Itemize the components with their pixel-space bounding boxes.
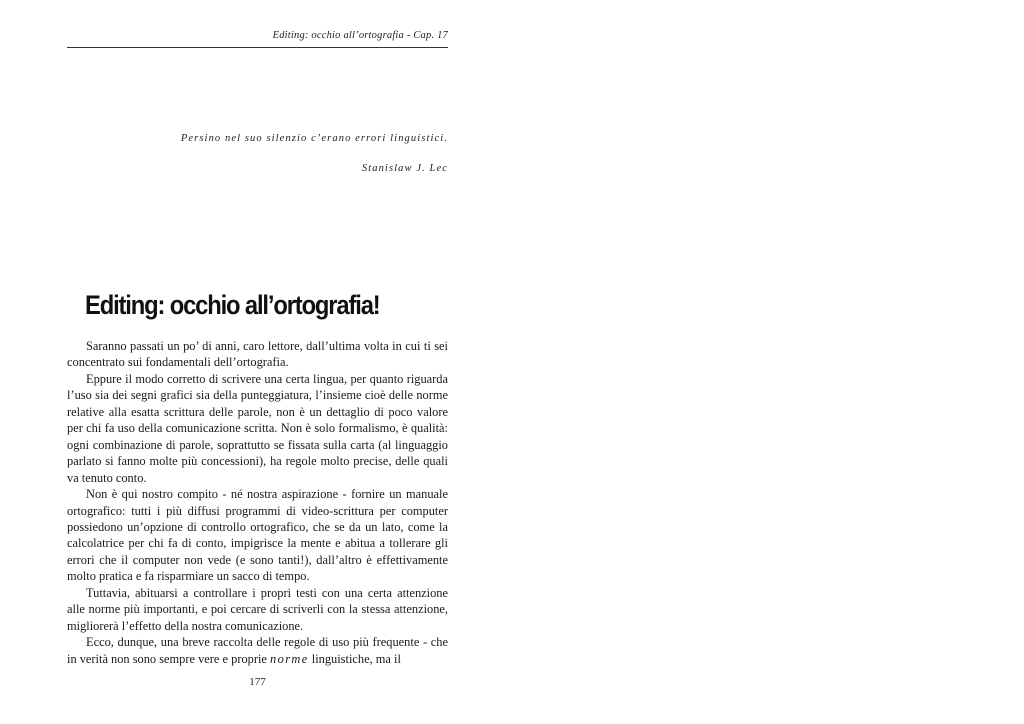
paragraph: Tuttavia, abituarsi a controllare i propri testi con una certa attenzione alle norme più importanti, e poi cercare di scriverli con la stessa attenzione, migliorerà l’effetto della nostra comunicazione.	[67, 585, 448, 633]
chapter-title: Editing: occhio all’ortografia!	[85, 290, 380, 320]
page-number: 177	[249, 676, 266, 688]
running-head: Editing: occhio all’ortografia - Cap. 17	[272, 30, 448, 41]
epigraph-author: Stanislaw J. Lec	[361, 163, 448, 174]
paragraph: Non è qui nostro compito - né nostra aspirazione - fornire un manuale ortografico: tutti i più diffusi programmi di video-scrittura per computer possiedono un’opzione di controllo ortografico, che se da un lato, come la calcolatrice per chi fa di conto, impigrisce la mente e abitua a tollerare gli errori che il computer non vede (e sono tanti!), dall’altro è effettivamente molto pratica e fa risparmiare un sacco di tempo.	[67, 487, 448, 584]
paragraph-text: Ecco, dunque, una breve raccolta delle regole di uso più frequente - che in verità non sono sempre vere e proprie	[67, 635, 448, 666]
paragraph	[67, 634, 448, 667]
paragraph: Eppure il modo corretto di scrivere una certa lingua, per quanto riguarda l’uso sia dei segni grafici sia della punteggiatura, l’insieme cioè delle norme relative alla esatta scrittura delle parole, non è un dettaglio di poco valore per chi fa uso della comunicazione scritta. Non è solo formalismo, è qualità: ogni combinazione di parole, soprattutto se fissata sulla carta (al linguaggio parlato si fanno molte più concessioni), ha regole molto precise, delle quali va tenuto conto.	[67, 371, 448, 485]
paragraph-text: linguistiche, ma il	[308, 651, 401, 666]
header-rule	[67, 47, 448, 48]
book-page	[67, 0, 448, 724]
epigraph-quote: Persino nel suo silenzio c’erano errori linguistici.	[180, 133, 448, 144]
emphasis-word: norme	[270, 651, 309, 666]
paragraph: Saranno passati un po’ di anni, caro lettore, dall’ultima volta in cui ti sei concentrato sui fondamentali dell’ortografia.	[67, 339, 448, 370]
body-text	[67, 338, 448, 667]
